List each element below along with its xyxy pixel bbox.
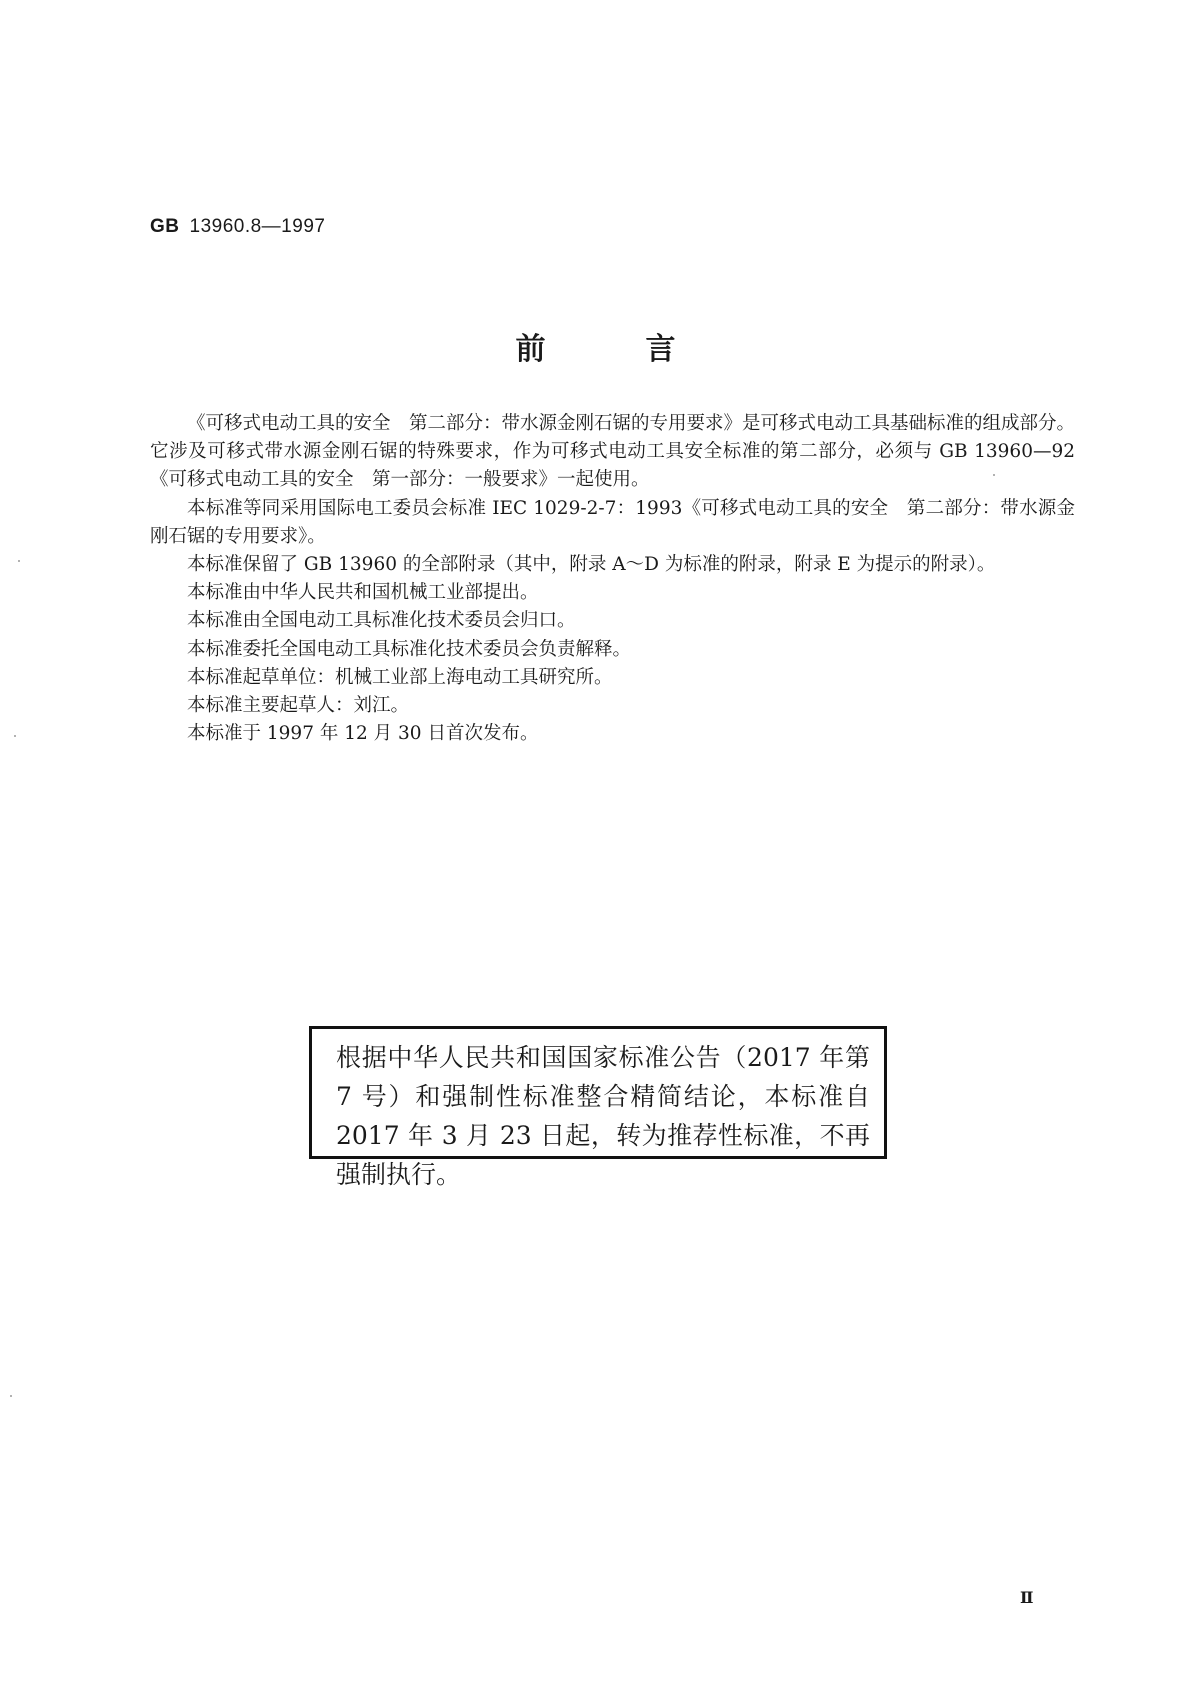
paragraph-equivalence: 本标准等同采用国际电工委员会标准 IEC 1029-2-7：1993《可移式电动工具的安全 第二部分：带水源金刚石锯的专用要求》。 <box>150 497 1075 547</box>
standard-prefix: GB <box>150 216 180 237</box>
paragraph-release: 本标准于 1997 年 12 月 30 日首次发布。 <box>187 723 539 745</box>
standard-number: 13960.8—1997 <box>189 216 326 237</box>
paragraph-proposer: 本标准由中华人民共和国机械工业部提出。 <box>187 582 539 604</box>
paragraph-drafting-unit: 本标准起草单位：机械工业部上海电动工具研究所。 <box>187 666 613 688</box>
page-number: Ⅱ <box>1020 1588 1034 1607</box>
scan-speck <box>14 735 16 737</box>
scan-speck <box>18 560 20 562</box>
foreword-body <box>150 410 1075 748</box>
status-notice-box: 根据中华人民共和国国家标准公告（2017 年第 7 号）和强制性标准整合精简结论，本标准自 2017 年 3 月 23 日起，转为推荐性标准，不再强制执行。 <box>309 1026 887 1159</box>
paragraph-appendix: 本标准保留了 GB 13960 的全部附录（其中，附录 A～D 为标准的附录，附录 E 为提示的附录）。 <box>187 554 996 576</box>
paragraph-centralized: 本标准由全国电动工具标准化技术委员会归口。 <box>187 610 576 632</box>
page-title: 前言 <box>515 332 776 367</box>
paragraph-drafter: 本标准主要起草人：刘江。 <box>187 695 410 717</box>
scan-speck <box>993 474 995 476</box>
scan-speck <box>10 1395 12 1397</box>
paragraph-scope: 《可移式电动工具的安全 第二部分：带水源金刚石锯的专用要求》是可移式电动工具基础标准的组成部分。它涉及可移式带水源金刚石锯的特殊要求，作为可移式电动工具安全标准的第二部分，必须与 GB 13960—92《可移式电动工具的安全 第一部分：一般要求》一起使用。 <box>150 413 1076 491</box>
standard-code <box>150 216 325 238</box>
paragraph-interpretation: 本标准委托全国电动工具标准化技术委员会负责解释。 <box>187 638 632 660</box>
